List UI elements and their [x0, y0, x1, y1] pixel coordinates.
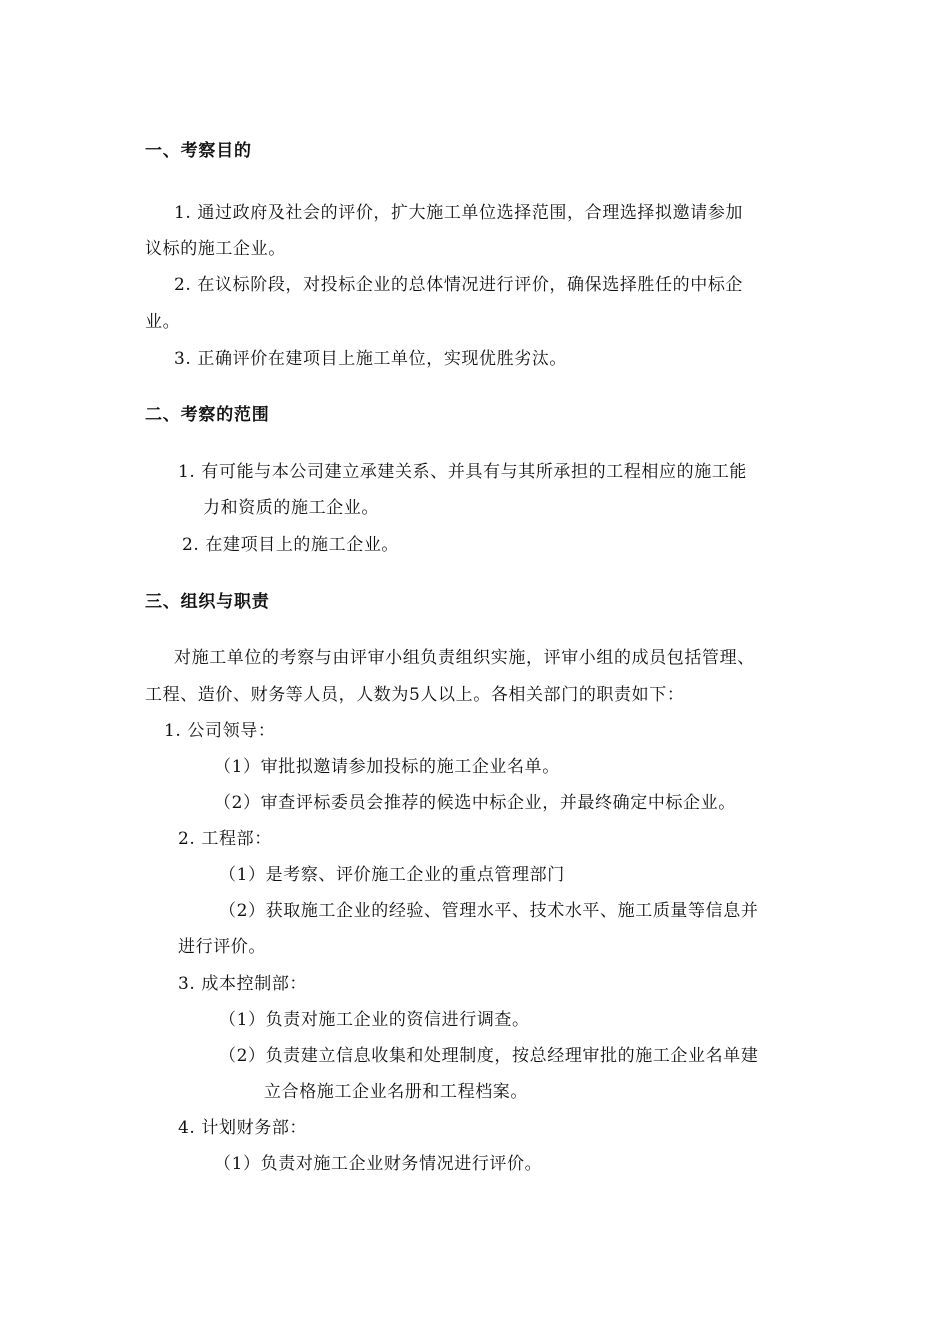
- list-item-text: 1. 有可能与本公司建立承建关系、并具有与其所承担的工程相应的施工能: [178, 462, 748, 482]
- intro-paragraph: 对施工单位的考察与由评审小组负责组织实施，评审小组的成员包括管理、: [174, 648, 755, 668]
- section-heading-scope: 二、考察的范围: [145, 405, 270, 425]
- list-item-text: 2. 在建项目上的施工企业。: [182, 535, 400, 555]
- duty-text: 进行评价。: [178, 937, 266, 957]
- list-item-text: 3. 正确评价在建项目上施工单位，实现优胜劣汰。: [174, 349, 568, 369]
- section-heading-organization: 三、组织与职责: [145, 592, 270, 612]
- duty-text: （1）负责对施工企业的资信进行调查。: [219, 1010, 530, 1030]
- intro-paragraph: 工程、造价、财务等人员，人数为5人以上。各相关部门的职责如下：: [145, 685, 685, 705]
- duty-text: （1）审批拟邀请参加投标的施工企业名单。: [214, 757, 560, 777]
- duty-text: （2）负责建立信息收集和处理制度，按总经理审批的施工企业名单建: [219, 1046, 759, 1066]
- department-title: 2. 工程部：: [178, 829, 272, 849]
- duty-text: （1）是考察、评价施工企业的重点管理部门: [219, 865, 565, 885]
- department-title: 3. 成本控制部：: [178, 974, 308, 994]
- list-item-text: 议标的施工企业。: [145, 239, 286, 259]
- department-title: 4. 计划财务部：: [178, 1118, 308, 1138]
- duty-text: （2）审查评标委员会推荐的候选中标企业，并最终确定中标企业。: [214, 793, 736, 813]
- duty-text: （2）获取施工企业的经验、管理水平、技术水平、施工质量等信息并: [219, 901, 759, 921]
- list-item-text: 力和资质的施工企业。: [203, 498, 379, 518]
- list-item-text: 1. 通过政府及社会的评价，扩大施工单位选择范围，合理选择拟邀请参加: [174, 203, 744, 223]
- list-item-text: 业。: [145, 312, 181, 332]
- list-item-text: 2. 在议标阶段，对投标企业的总体情况进行评价，确保选择胜任的中标企: [174, 275, 744, 295]
- section-heading-purpose: 一、考察目的: [145, 141, 252, 161]
- duty-text: （1）负责对施工企业财务情况进行评价。: [214, 1154, 543, 1174]
- duty-text: 立合格施工企业名册和工程档案。: [264, 1082, 528, 1102]
- department-title: 1. 公司领导：: [164, 721, 276, 741]
